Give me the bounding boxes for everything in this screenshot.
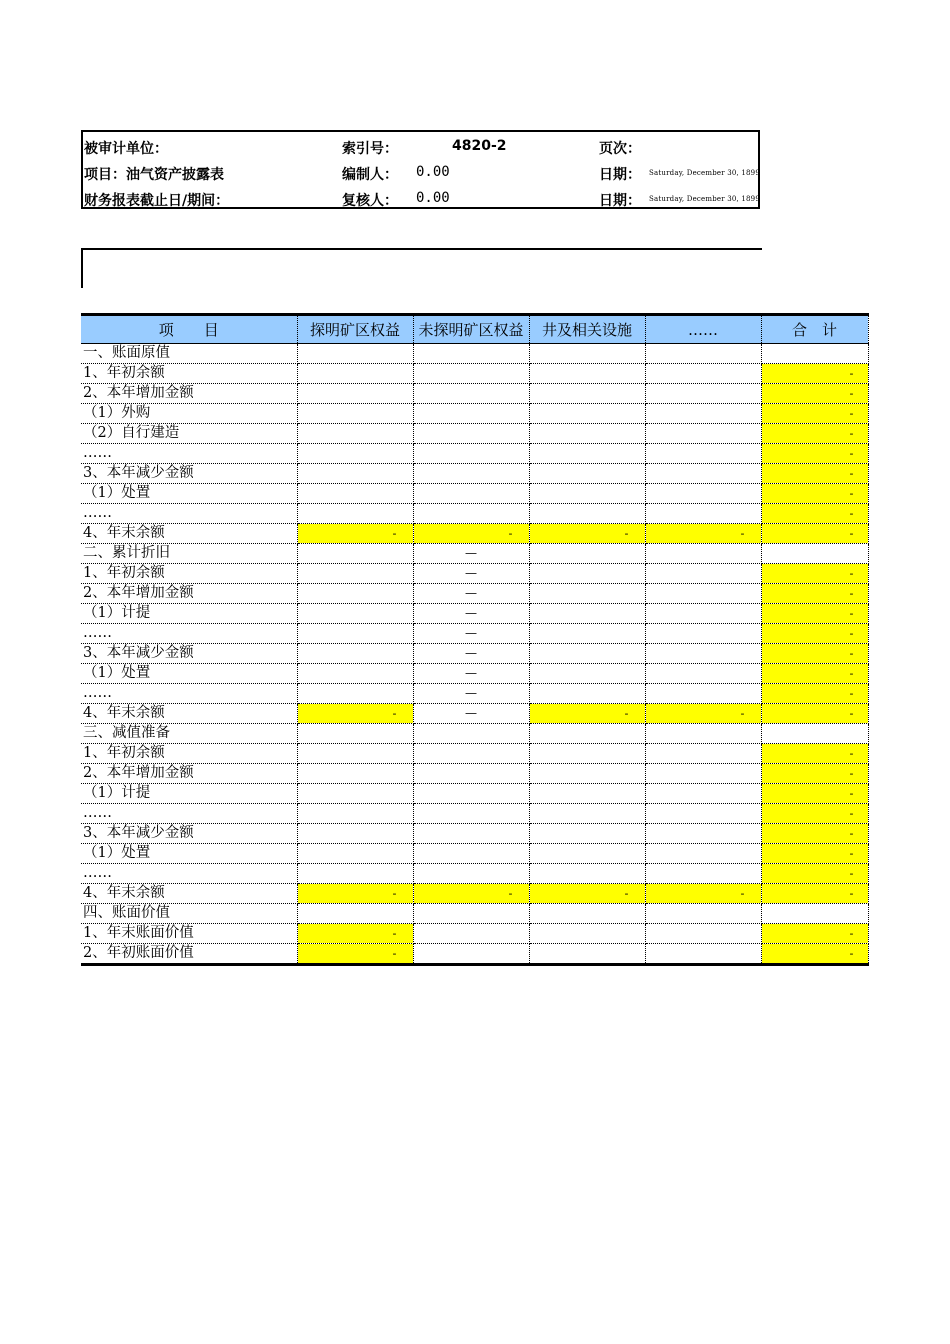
table-cell[interactable] bbox=[297, 444, 413, 464]
table-cell[interactable] bbox=[645, 904, 761, 924]
table-cell[interactable] bbox=[529, 644, 645, 664]
preparer-label: 编制人： bbox=[342, 167, 398, 183]
row-label[interactable]: 三、减值准备 bbox=[81, 724, 297, 744]
column-header: 井及相关设施 bbox=[529, 315, 645, 344]
table-row bbox=[81, 724, 868, 744]
table-row bbox=[81, 344, 868, 364]
preparer-value: 0.00 bbox=[416, 164, 450, 180]
table-cell[interactable] bbox=[645, 484, 761, 504]
table-cell[interactable] bbox=[529, 784, 645, 804]
row-label[interactable]: （1）计提 bbox=[81, 784, 297, 804]
table-cell[interactable]: - bbox=[761, 504, 868, 524]
table-cell[interactable] bbox=[529, 424, 645, 444]
table-row bbox=[81, 924, 868, 944]
table-cell[interactable] bbox=[413, 444, 529, 464]
table-cell[interactable]: - bbox=[645, 704, 761, 724]
table-cell[interactable]: - bbox=[761, 684, 868, 704]
table-cell[interactable] bbox=[645, 924, 761, 944]
table-cell[interactable] bbox=[761, 724, 868, 744]
table-cell[interactable]: — bbox=[413, 684, 529, 704]
table-cell[interactable]: - bbox=[297, 704, 413, 724]
row-label[interactable]: （2）自行建造 bbox=[81, 424, 297, 444]
row-label[interactable]: 4、年末余额 bbox=[81, 884, 297, 904]
table-cell[interactable] bbox=[529, 904, 645, 924]
row-label[interactable]: …… bbox=[81, 804, 297, 824]
table-cell[interactable] bbox=[529, 764, 645, 784]
table-cell[interactable] bbox=[645, 444, 761, 464]
table-cell[interactable] bbox=[413, 484, 529, 504]
table-cell[interactable] bbox=[297, 724, 413, 744]
table-cell[interactable] bbox=[297, 424, 413, 444]
period-label: 财务报表截止日/期间： bbox=[84, 193, 230, 209]
table-row bbox=[81, 784, 868, 804]
table-cell[interactable] bbox=[413, 924, 529, 944]
table-row bbox=[81, 644, 868, 664]
table-row bbox=[81, 884, 868, 904]
row-label[interactable]: 3、本年减少金额 bbox=[81, 464, 297, 484]
table-cell[interactable]: - bbox=[761, 384, 868, 404]
table-row bbox=[81, 764, 868, 784]
table-cell[interactable] bbox=[297, 904, 413, 924]
table-cell[interactable] bbox=[529, 544, 645, 564]
table-cell[interactable] bbox=[297, 464, 413, 484]
table-cell[interactable] bbox=[645, 584, 761, 604]
table-cell[interactable]: - bbox=[761, 824, 868, 844]
header-row-2 bbox=[83, 160, 758, 186]
column-header: …… bbox=[645, 315, 761, 344]
table-cell[interactable] bbox=[413, 384, 529, 404]
table-cell[interactable]: — bbox=[413, 644, 529, 664]
table-cell[interactable]: - bbox=[761, 584, 868, 604]
row-label[interactable]: 1、年初余额 bbox=[81, 744, 297, 764]
table-cell[interactable]: - bbox=[297, 924, 413, 944]
table-cell[interactable]: - bbox=[761, 404, 868, 424]
table-row bbox=[81, 464, 868, 484]
row-label[interactable]: 2、本年增加金额 bbox=[81, 384, 297, 404]
table-cell[interactable] bbox=[297, 844, 413, 864]
table-cell[interactable] bbox=[413, 364, 529, 384]
table-cell[interactable]: - bbox=[761, 944, 868, 965]
row-label[interactable]: …… bbox=[81, 444, 297, 464]
date-value-1: Saturday, December 30, 1899 bbox=[649, 169, 760, 177]
table-cell[interactable]: - bbox=[297, 884, 413, 904]
table-cell[interactable] bbox=[413, 424, 529, 444]
table-cell[interactable] bbox=[413, 344, 529, 364]
table-cell[interactable] bbox=[645, 504, 761, 524]
table-cell[interactable] bbox=[645, 404, 761, 424]
row-label[interactable]: …… bbox=[81, 624, 297, 644]
table-cell[interactable] bbox=[297, 584, 413, 604]
table-cell[interactable] bbox=[645, 684, 761, 704]
table-cell[interactable] bbox=[529, 604, 645, 624]
table-cell[interactable] bbox=[413, 464, 529, 484]
table-cell[interactable] bbox=[645, 784, 761, 804]
table-cell[interactable] bbox=[529, 404, 645, 424]
table-cell[interactable] bbox=[413, 504, 529, 524]
table-row bbox=[81, 904, 868, 924]
table-cell[interactable] bbox=[413, 784, 529, 804]
table-cell[interactable] bbox=[529, 384, 645, 404]
table-cell[interactable] bbox=[529, 484, 645, 504]
table-cell[interactable]: — bbox=[413, 564, 529, 584]
table-cell[interactable] bbox=[529, 564, 645, 584]
table-cell[interactable] bbox=[761, 904, 868, 924]
table-cell[interactable] bbox=[645, 364, 761, 384]
table-cell[interactable] bbox=[413, 724, 529, 744]
table-cell[interactable] bbox=[645, 944, 761, 965]
row-label[interactable]: 1、年初余额 bbox=[81, 564, 297, 584]
row-label[interactable]: 一、账面原值 bbox=[81, 344, 297, 364]
table-cell[interactable]: - bbox=[761, 784, 868, 804]
project-label: 项目：油气资产披露表 bbox=[84, 167, 224, 183]
table-row bbox=[81, 384, 868, 404]
table-cell[interactable] bbox=[645, 544, 761, 564]
table-cell[interactable] bbox=[297, 344, 413, 364]
table-cell[interactable]: - bbox=[297, 944, 413, 965]
table-cell[interactable] bbox=[529, 684, 645, 704]
table-cell[interactable]: - bbox=[529, 704, 645, 724]
table-cell[interactable]: - bbox=[761, 704, 868, 724]
table-cell[interactable] bbox=[297, 684, 413, 704]
table-cell[interactable] bbox=[297, 664, 413, 684]
table-cell[interactable]: - bbox=[645, 884, 761, 904]
row-label[interactable]: （1）处置 bbox=[81, 484, 297, 504]
page-label: 页次： bbox=[599, 141, 641, 157]
header-row-3 bbox=[83, 186, 758, 212]
table-cell[interactable] bbox=[645, 604, 761, 624]
row-label[interactable]: （1）外购 bbox=[81, 404, 297, 424]
table-cell[interactable] bbox=[529, 864, 645, 884]
table-cell[interactable] bbox=[297, 604, 413, 624]
table-cell[interactable]: - bbox=[761, 364, 868, 384]
table-cell[interactable] bbox=[297, 484, 413, 504]
table-cell[interactable]: - bbox=[761, 804, 868, 824]
table-cell[interactable] bbox=[645, 844, 761, 864]
row-label[interactable]: （1）处置 bbox=[81, 664, 297, 684]
table-row bbox=[81, 704, 868, 724]
table-cell[interactable] bbox=[413, 944, 529, 965]
table-cell[interactable] bbox=[529, 804, 645, 824]
table-cell[interactable] bbox=[529, 444, 645, 464]
table-cell[interactable] bbox=[413, 904, 529, 924]
table-row bbox=[81, 744, 868, 764]
date-label-1: 日期： bbox=[599, 167, 641, 183]
table-cell[interactable] bbox=[297, 404, 413, 424]
title-bar-box bbox=[81, 248, 762, 288]
table-cell[interactable]: — bbox=[413, 544, 529, 564]
row-label[interactable]: 3、本年减少金额 bbox=[81, 644, 297, 664]
table-cell[interactable]: - bbox=[761, 744, 868, 764]
table-cell[interactable] bbox=[529, 464, 645, 484]
table-cell[interactable] bbox=[529, 584, 645, 604]
table-cell[interactable] bbox=[645, 664, 761, 684]
table-cell[interactable] bbox=[297, 644, 413, 664]
table-cell[interactable] bbox=[645, 464, 761, 484]
table-cell[interactable] bbox=[297, 804, 413, 824]
table-cell[interactable]: - bbox=[529, 884, 645, 904]
row-label[interactable]: 3、本年减少金额 bbox=[81, 824, 297, 844]
table-cell[interactable] bbox=[413, 844, 529, 864]
table-cell[interactable] bbox=[645, 644, 761, 664]
table-cell[interactable] bbox=[413, 404, 529, 424]
table-cell[interactable] bbox=[761, 544, 868, 564]
table-row bbox=[81, 664, 868, 684]
table-cell[interactable] bbox=[529, 664, 645, 684]
table-row bbox=[81, 564, 868, 584]
row-label[interactable]: 2、本年增加金额 bbox=[81, 764, 297, 784]
table-cell[interactable] bbox=[645, 624, 761, 644]
table-cell[interactable]: - bbox=[761, 484, 868, 504]
table-cell[interactable] bbox=[645, 744, 761, 764]
row-label[interactable]: 2、年初账面价值 bbox=[81, 944, 297, 965]
table-cell[interactable] bbox=[297, 824, 413, 844]
table-cell[interactable] bbox=[529, 624, 645, 644]
table-cell[interactable] bbox=[645, 424, 761, 444]
reviewer-value: 0.00 bbox=[416, 190, 450, 206]
table-row bbox=[81, 844, 868, 864]
table-cell[interactable] bbox=[297, 864, 413, 884]
row-label[interactable]: 二、累计折旧 bbox=[81, 544, 297, 564]
column-header: 探明矿区权益 bbox=[297, 315, 413, 344]
row-label[interactable]: （1）处置 bbox=[81, 844, 297, 864]
date-label-2: 日期： bbox=[599, 193, 641, 209]
column-header: 未探明矿区权益 bbox=[413, 315, 529, 344]
table-cell[interactable] bbox=[529, 844, 645, 864]
column-header: 合 计 bbox=[761, 315, 868, 344]
table-cell[interactable] bbox=[529, 504, 645, 524]
table-cell[interactable]: - bbox=[761, 644, 868, 664]
table-cell[interactable] bbox=[645, 864, 761, 884]
table-cell[interactable] bbox=[529, 944, 645, 965]
table-row bbox=[81, 944, 868, 965]
table-cell[interactable]: - bbox=[761, 604, 868, 624]
row-label[interactable]: 1、年初余额 bbox=[81, 364, 297, 384]
table-cell[interactable] bbox=[413, 824, 529, 844]
table-cell[interactable]: - bbox=[761, 864, 868, 884]
table-cell[interactable]: - bbox=[761, 764, 868, 784]
table-row bbox=[81, 624, 868, 644]
table-row bbox=[81, 544, 868, 564]
table-header-row bbox=[81, 315, 868, 344]
table-cell[interactable] bbox=[529, 744, 645, 764]
table-cell[interactable] bbox=[645, 824, 761, 844]
index-label: 索引号： bbox=[342, 141, 398, 157]
table-cell[interactable]: — bbox=[413, 584, 529, 604]
table-row bbox=[81, 524, 868, 544]
table-row bbox=[81, 424, 868, 444]
table-cell[interactable] bbox=[297, 744, 413, 764]
table-cell[interactable]: - bbox=[761, 624, 868, 644]
table-cell[interactable]: - bbox=[761, 464, 868, 484]
row-label[interactable]: …… bbox=[81, 684, 297, 704]
reviewer-label: 复核人： bbox=[342, 193, 398, 209]
table-cell[interactable] bbox=[645, 764, 761, 784]
table-cell[interactable] bbox=[297, 764, 413, 784]
table-cell[interactable] bbox=[297, 384, 413, 404]
table-cell[interactable]: - bbox=[297, 524, 413, 544]
table-row bbox=[81, 684, 868, 704]
oil-gas-asset-table bbox=[81, 313, 869, 966]
table-cell[interactable] bbox=[297, 784, 413, 804]
table-cell[interactable] bbox=[645, 344, 761, 364]
table-cell[interactable]: - bbox=[761, 664, 868, 684]
table-cell[interactable]: - bbox=[761, 564, 868, 584]
table-row bbox=[81, 404, 868, 424]
table-row bbox=[81, 504, 868, 524]
table-cell[interactable] bbox=[413, 764, 529, 784]
table-cell[interactable] bbox=[413, 864, 529, 884]
table-cell[interactable] bbox=[645, 724, 761, 744]
date-value-2: Saturday, December 30, 1899 bbox=[649, 195, 760, 203]
table-cell[interactable] bbox=[297, 544, 413, 564]
index-value: 4820-2 bbox=[452, 138, 507, 154]
table-body bbox=[81, 344, 868, 965]
table-cell[interactable]: - bbox=[761, 444, 868, 464]
table-cell[interactable] bbox=[529, 824, 645, 844]
column-header: 项 目 bbox=[81, 315, 297, 344]
table-cell[interactable] bbox=[645, 564, 761, 584]
table-row bbox=[81, 444, 868, 464]
table-cell[interactable]: - bbox=[413, 524, 529, 544]
table-cell[interactable] bbox=[413, 744, 529, 764]
row-label[interactable]: 2、本年增加金额 bbox=[81, 584, 297, 604]
table-cell[interactable] bbox=[529, 724, 645, 744]
table-cell[interactable] bbox=[297, 564, 413, 584]
table-cell[interactable]: — bbox=[413, 664, 529, 684]
audited-unit-label: 被审计单位： bbox=[84, 141, 168, 157]
table-row bbox=[81, 864, 868, 884]
row-label[interactable]: （1）计提 bbox=[81, 604, 297, 624]
table-row bbox=[81, 804, 868, 824]
table-cell[interactable]: - bbox=[645, 524, 761, 544]
table-cell[interactable] bbox=[529, 924, 645, 944]
table-cell[interactable]: - bbox=[529, 524, 645, 544]
table-cell[interactable] bbox=[413, 804, 529, 824]
table-cell[interactable] bbox=[529, 344, 645, 364]
table-row bbox=[81, 484, 868, 504]
table-cell[interactable] bbox=[297, 504, 413, 524]
row-label[interactable]: 4、年末余额 bbox=[81, 704, 297, 724]
table-cell[interactable]: - bbox=[761, 524, 868, 544]
table-cell[interactable] bbox=[761, 344, 868, 364]
table-cell[interactable]: — bbox=[413, 604, 529, 624]
table-row bbox=[81, 824, 868, 844]
table-cell[interactable] bbox=[645, 384, 761, 404]
table-cell[interactable] bbox=[645, 804, 761, 824]
row-label[interactable]: 四、账面价值 bbox=[81, 904, 297, 924]
row-label[interactable]: …… bbox=[81, 504, 297, 524]
table-row bbox=[81, 584, 868, 604]
audit-header-box bbox=[81, 130, 760, 209]
row-label[interactable]: …… bbox=[81, 864, 297, 884]
table-cell[interactable]: - bbox=[761, 924, 868, 944]
table-cell[interactable]: — bbox=[413, 624, 529, 644]
table-row bbox=[81, 364, 868, 384]
header-row-1 bbox=[83, 134, 758, 160]
table-cell[interactable]: — bbox=[413, 704, 529, 724]
table-row bbox=[81, 604, 868, 624]
table-cell[interactable] bbox=[529, 364, 645, 384]
table-cell[interactable] bbox=[297, 624, 413, 644]
table-cell[interactable]: - bbox=[761, 884, 868, 904]
row-label[interactable]: 1、年末账面价值 bbox=[81, 924, 297, 944]
table-cell[interactable] bbox=[297, 364, 413, 384]
row-label[interactable]: 4、年末余额 bbox=[81, 524, 297, 544]
table-cell[interactable]: - bbox=[413, 884, 529, 904]
table-cell[interactable]: - bbox=[761, 424, 868, 444]
table-cell[interactable]: - bbox=[761, 844, 868, 864]
